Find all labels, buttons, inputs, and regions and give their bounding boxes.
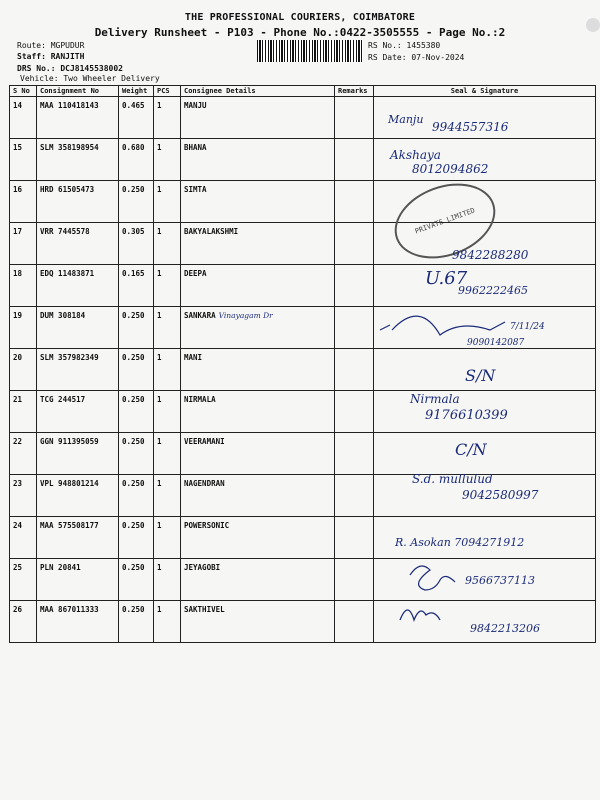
signature-19-date: 7/11/24 — [510, 322, 545, 332]
cell-cons — [37, 433, 119, 475]
pcs-text: 1 — [157, 143, 162, 152]
sno-text: 19 — [13, 311, 23, 320]
col-consignment: Consignment No — [37, 86, 119, 97]
cons-text: MAA 867011333 — [40, 605, 99, 614]
pcs-text: 1 — [157, 437, 162, 446]
cell-name — [181, 433, 335, 475]
cell-cons — [37, 601, 119, 643]
pcs-text: 1 — [157, 101, 162, 110]
consignee-handwritten-note: Vinayagam Dr — [218, 311, 273, 320]
signature-23-name: S.d. mullulud — [412, 472, 493, 486]
cell-sno — [10, 223, 37, 265]
col-consignee: Consignee Details — [181, 86, 335, 97]
cell-cons — [37, 559, 119, 601]
cell-name — [181, 601, 335, 643]
cell-wt — [119, 517, 154, 559]
name-text: NIRMALA — [184, 395, 216, 404]
signature-21-phone: 9176610399 — [425, 408, 508, 423]
cell-cons — [37, 307, 119, 349]
consignment-table — [9, 85, 596, 643]
cell-wt — [119, 601, 154, 643]
table-row — [10, 433, 596, 475]
name-text: SAKTHIVEL — [184, 605, 225, 614]
cons-text: MAA 575508177 — [40, 521, 99, 530]
pcs-text: 1 — [157, 395, 162, 404]
wt-text: 0.250 — [122, 353, 145, 362]
table-row — [10, 181, 596, 223]
cell-name — [181, 475, 335, 517]
cons-text: GGN 911395059 — [40, 437, 99, 446]
name-text: VEERAMANI — [184, 437, 225, 446]
cell-name — [181, 517, 335, 559]
cell-wt — [119, 391, 154, 433]
name-text: POWERSONIC — [184, 521, 230, 530]
cell-remarks — [335, 139, 374, 181]
signature-23-phone: 9042580997 — [462, 488, 539, 502]
cell-pcs — [154, 601, 181, 643]
cell-name — [181, 559, 335, 601]
name-text: NAGENDRAN — [184, 479, 225, 488]
col-signature: Seal & Signature — [374, 86, 596, 97]
cell-pcs — [154, 223, 181, 265]
col-remarks: Remarks — [335, 86, 374, 97]
cell-remarks — [335, 97, 374, 139]
col-weight: Weight — [119, 86, 154, 97]
name-text: BAKYALAKSHMI — [184, 227, 239, 236]
cons-text: MAA 110418143 — [40, 101, 99, 110]
signature-15-name: Akshaya — [390, 148, 441, 162]
cell-sno — [10, 139, 37, 181]
cell-sno — [10, 307, 37, 349]
wt-text: 0.250 — [122, 479, 145, 488]
signature-20-mark: S/N — [465, 366, 496, 385]
cell-remarks — [335, 559, 374, 601]
cell-wt — [119, 97, 154, 139]
staff-label: Staff: RANJITH — [17, 52, 85, 61]
cell-sno — [10, 391, 37, 433]
pcs-text: 1 — [157, 521, 162, 530]
cell-remarks — [335, 223, 374, 265]
col-pcs: PCS — [154, 86, 181, 97]
cons-text: VPL 948801214 — [40, 479, 99, 488]
drs-number: DRS No.: DCJ8145538002 — [17, 64, 123, 73]
name-text: SANKARA — [184, 311, 216, 320]
signature-24: R. Asokan 7094271912 — [395, 536, 525, 549]
pcs-text: 1 — [157, 269, 162, 278]
wt-text: 0.250 — [122, 395, 145, 404]
cell-name — [181, 349, 335, 391]
cons-text: TCG 244517 — [40, 395, 86, 404]
signature-21-name: Nirmala — [410, 392, 460, 406]
rs-number: RS No.: 1455380 — [368, 41, 441, 50]
cell-name — [181, 391, 335, 433]
sno-text: 17 — [13, 227, 23, 236]
table-header-row — [10, 86, 596, 97]
name-text: DEEPA — [184, 269, 207, 278]
signature-26-phone: 9842213206 — [470, 622, 540, 635]
cell-cons — [37, 223, 119, 265]
cons-text: EDQ 11483871 — [40, 269, 95, 278]
cell-pcs — [154, 475, 181, 517]
pcs-text: 1 — [157, 185, 162, 194]
name-text: MANJU — [184, 101, 207, 110]
wt-text: 0.250 — [122, 185, 145, 194]
cell-pcs — [154, 181, 181, 223]
signature-18-phone: 9962222465 — [458, 284, 528, 297]
cons-text: DUM 308184 — [40, 311, 86, 320]
cell-pcs — [154, 391, 181, 433]
signature-14-name: Manju — [388, 113, 424, 126]
cons-text: SLM 357982349 — [40, 353, 99, 362]
cell-pcs — [154, 517, 181, 559]
wt-text: 0.250 — [122, 521, 145, 530]
punch-mark — [586, 18, 600, 32]
cell-sno — [10, 433, 37, 475]
cell-wt — [119, 433, 154, 475]
cell-wt — [119, 349, 154, 391]
sno-text: 25 — [13, 563, 23, 572]
sno-text: 15 — [13, 143, 23, 152]
cell-name — [181, 223, 335, 265]
signature-15-phone: 8012094862 — [412, 162, 489, 176]
wt-text: 0.680 — [122, 143, 145, 152]
sno-text: 18 — [13, 269, 23, 278]
cons-text: PLN 20841 — [40, 563, 81, 572]
cell-remarks — [335, 601, 374, 643]
cell-remarks — [335, 349, 374, 391]
cell-remarks — [335, 475, 374, 517]
signature-19-phone: 9090142087 — [467, 338, 525, 348]
cell-sno — [10, 601, 37, 643]
cell-wt — [119, 139, 154, 181]
sno-text: 26 — [13, 605, 23, 614]
signature-14-phone: 9944557316 — [432, 120, 509, 134]
cell-name — [181, 139, 335, 181]
cell-sno — [10, 475, 37, 517]
sno-text: 14 — [13, 101, 23, 110]
cell-cons — [37, 349, 119, 391]
cell-remarks — [335, 517, 374, 559]
sno-text: 22 — [13, 437, 23, 446]
cell-name — [181, 265, 335, 307]
cell-remarks — [335, 181, 374, 223]
wt-text: 0.165 — [122, 269, 145, 278]
cell-sno — [10, 181, 37, 223]
cell-remarks — [335, 433, 374, 475]
cell-cons — [37, 139, 119, 181]
cell-pcs — [154, 97, 181, 139]
cell-sno — [10, 97, 37, 139]
cell-pcs — [154, 307, 181, 349]
cell-pcs — [154, 433, 181, 475]
cell-name — [181, 307, 335, 349]
wt-text: 0.465 — [122, 101, 145, 110]
cell-cons — [37, 181, 119, 223]
sno-text: 24 — [13, 521, 23, 530]
pcs-text: 1 — [157, 353, 162, 362]
cell-pcs — [154, 139, 181, 181]
rs-date: RS Date: 07-Nov-2024 — [368, 53, 465, 62]
table-row — [10, 139, 596, 181]
name-text: SIMTA — [184, 185, 207, 194]
cell-wt — [119, 307, 154, 349]
cell-cons — [37, 475, 119, 517]
cell-wt — [119, 559, 154, 601]
cell-sno — [10, 265, 37, 307]
pcs-text: 1 — [157, 605, 162, 614]
runsheet-subtitle: Delivery Runsheet - P103 - Phone No.:0422-3505555 - Page No.:2 — [94, 26, 506, 39]
pcs-text: 1 — [157, 311, 162, 320]
wt-text: 0.305 — [122, 227, 145, 236]
cell-pcs — [154, 349, 181, 391]
cons-text: VRR 7445578 — [40, 227, 90, 236]
cell-cons — [37, 517, 119, 559]
cell-sno — [10, 559, 37, 601]
cell-sno — [10, 517, 37, 559]
vehicle-label: Vehicle: Two Wheeler Delivery — [20, 74, 160, 83]
sno-text: 23 — [13, 479, 23, 488]
pcs-text: 1 — [157, 479, 162, 488]
signature-22-mark: C/N — [455, 440, 487, 459]
pcs-text: 1 — [157, 563, 162, 572]
cell-wt — [119, 223, 154, 265]
cell-sno — [10, 349, 37, 391]
signature-18-mark: U.67 — [425, 268, 468, 289]
cell-pcs — [154, 265, 181, 307]
cell-cons — [37, 391, 119, 433]
cell-remarks — [335, 265, 374, 307]
cell-name — [181, 97, 335, 139]
company-title: THE PROFESSIONAL COURIERS, COIMBATORE — [184, 12, 416, 23]
barcode — [257, 40, 363, 62]
cell-wt — [119, 181, 154, 223]
cell-remarks — [335, 391, 374, 433]
cons-text: SLM 358198954 — [40, 143, 99, 152]
cell-cons — [37, 97, 119, 139]
cell-wt — [119, 265, 154, 307]
signature-25-phone: 9566737113 — [465, 574, 535, 587]
company-stamp: PRIVATE LIMITED — [384, 170, 506, 271]
col-sno: S No — [10, 86, 37, 97]
cons-text: HRD 61505473 — [40, 185, 95, 194]
signature-17-phone: 9842288280 — [452, 248, 529, 262]
name-text: BHANA — [184, 143, 207, 152]
cell-wt — [119, 475, 154, 517]
table-row — [10, 349, 596, 391]
cell-cons — [37, 265, 119, 307]
sno-text: 20 — [13, 353, 23, 362]
wt-text: 0.250 — [122, 437, 145, 446]
wt-text: 0.250 — [122, 311, 145, 320]
cell-remarks — [335, 307, 374, 349]
wt-text: 0.250 — [122, 563, 145, 572]
name-text: JEYAGOBI — [184, 563, 221, 572]
wt-text: 0.250 — [122, 605, 145, 614]
cell-name — [181, 181, 335, 223]
name-text: MANI — [184, 353, 203, 362]
route-label: Route: MGPUDUR — [17, 41, 85, 50]
sno-text: 16 — [13, 185, 23, 194]
cell-pcs — [154, 559, 181, 601]
sno-text: 21 — [13, 395, 23, 404]
pcs-text: 1 — [157, 227, 162, 236]
